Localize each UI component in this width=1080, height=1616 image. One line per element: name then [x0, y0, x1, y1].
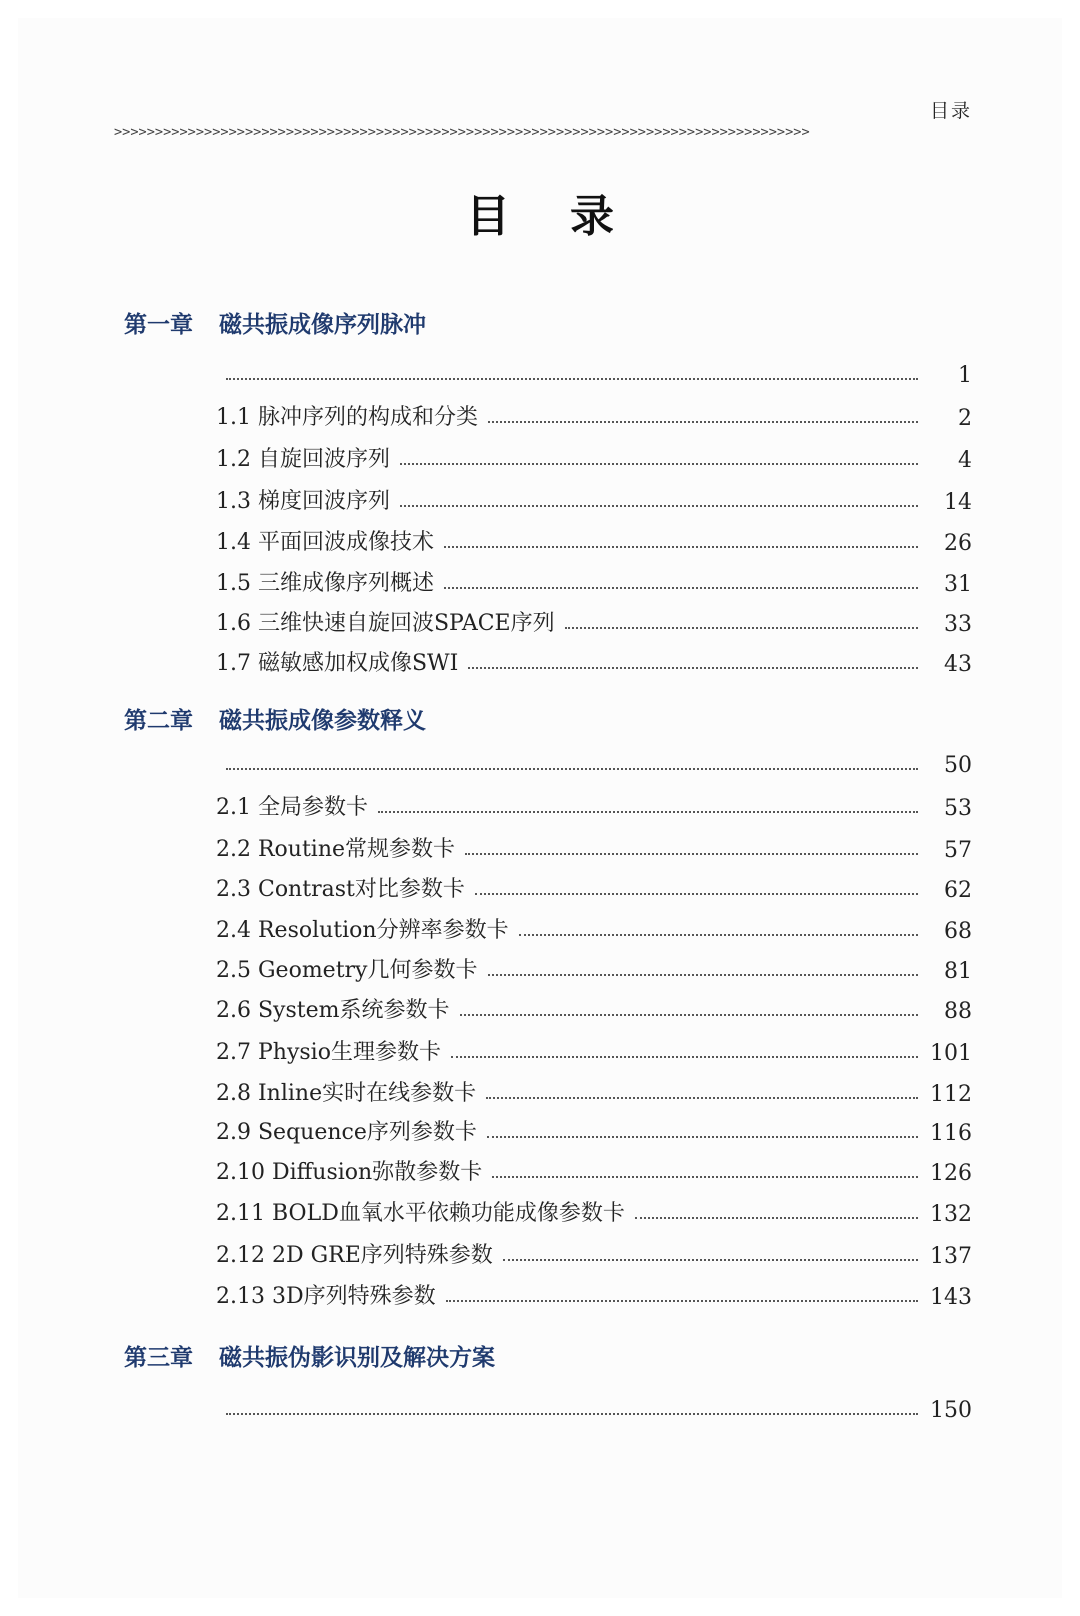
toc-entry[interactable] — [216, 565, 972, 597]
leader-dots — [378, 810, 918, 813]
chapter-heading — [124, 306, 426, 339]
toc-entry[interactable] — [216, 789, 972, 821]
page-number: 132 — [930, 1202, 972, 1227]
toc-entry[interactable] — [216, 524, 972, 556]
page-number: 126 — [930, 1161, 972, 1186]
toc-entry[interactable] — [216, 1237, 972, 1269]
leader-dots — [446, 1299, 918, 1302]
toc-entry[interactable] — [216, 952, 972, 984]
page-number: 31 — [944, 572, 972, 597]
leader-dots — [451, 1055, 918, 1058]
page-number: 53 — [944, 796, 972, 821]
chapter-number: 第二章 — [124, 708, 193, 734]
leader-dots — [635, 1216, 918, 1219]
page-number: 43 — [944, 652, 972, 677]
toc-entry[interactable] — [216, 1278, 972, 1310]
toc-entry[interactable] — [216, 1195, 972, 1227]
entry-label: 1.4 平面回波成像技术 — [216, 530, 434, 555]
page-number: 150 — [930, 1398, 972, 1423]
entry-label: 2.5 Geometry几何参数卡 — [216, 958, 478, 983]
page-number: 137 — [930, 1244, 972, 1269]
page-number: 50 — [944, 753, 972, 778]
page-number: 101 — [930, 1041, 972, 1066]
leader-dots — [487, 1135, 918, 1138]
toc-entry[interactable] — [216, 1154, 972, 1186]
entry-label: 1.1 脉冲序列的构成和分类 — [216, 405, 478, 430]
entry-label: 2.10 Diffusion弥散参数卡 — [216, 1160, 483, 1185]
chapter-title: 磁共振成像序列脉冲 — [219, 312, 426, 338]
toc-entry[interactable] — [216, 1391, 972, 1423]
chapter-number: 第三章 — [124, 1345, 193, 1371]
toc-entry[interactable] — [216, 831, 972, 863]
entry-label: 1.3 梯度回波序列 — [216, 489, 390, 514]
leader-dots — [475, 892, 918, 895]
leader-dots — [565, 626, 918, 629]
leader-dots — [444, 586, 918, 589]
page-number: 88 — [944, 999, 972, 1024]
toc-entry[interactable] — [216, 871, 972, 903]
toc-entry[interactable] — [216, 1075, 972, 1107]
toc-entry[interactable] — [216, 992, 972, 1024]
leader-dots — [400, 504, 918, 507]
leader-dots — [486, 1096, 918, 1099]
entry-label: 2.4 Resolution分辨率参数卡 — [216, 918, 509, 943]
entry-label: 2.1 全局参数卡 — [216, 795, 368, 820]
page-number: 57 — [944, 838, 972, 863]
leader-dots — [492, 1175, 918, 1178]
toc-entry[interactable] — [216, 605, 972, 637]
entry-label: 1.2 自旋回波序列 — [216, 447, 390, 472]
page-number: 143 — [930, 1285, 972, 1310]
leader-dots — [465, 852, 918, 855]
page-number: 2 — [958, 406, 972, 431]
page-number: 1 — [958, 363, 972, 388]
chapter-title: 磁共振伪影识别及解决方案 — [219, 1345, 495, 1371]
toc-entry[interactable] — [216, 912, 972, 944]
toc-entry[interactable] — [216, 399, 972, 431]
page-number: 14 — [944, 490, 972, 515]
chapter-title: 磁共振成像参数释义 — [219, 708, 426, 734]
toc-entry[interactable] — [216, 746, 972, 778]
entry-label: 1.5 三维成像序列概述 — [216, 571, 434, 596]
leader-dots — [519, 933, 918, 936]
page-number: 4 — [958, 448, 972, 473]
leader-dots — [400, 462, 918, 465]
leader-dots — [503, 1258, 918, 1261]
leader-dots — [444, 545, 918, 548]
toc-entry[interactable] — [216, 1114, 972, 1146]
entry-label: 2.12 2D GRE序列特殊参数 — [216, 1243, 493, 1268]
page-title: 目录 — [466, 191, 674, 242]
entry-label: 2.2 Routine常规参数卡 — [216, 837, 456, 862]
leader-dots — [460, 1013, 919, 1016]
entry-label: 1.6 三维快速自旋回波SPACE序列 — [216, 611, 555, 636]
page-number: 62 — [944, 878, 972, 903]
entry-label: 2.6 System系统参数卡 — [216, 998, 450, 1023]
running-head: 目录 — [929, 100, 972, 122]
leader-dots — [226, 1412, 918, 1415]
entry-label: 2.7 Physio生理参数卡 — [216, 1040, 441, 1065]
toc-entry[interactable] — [216, 441, 972, 473]
page-number: 26 — [944, 531, 972, 556]
arrow-rule: >>>>>>>>>>>>>>>>>>>>>>>>>>>>>>>>>>>>>>>>>>>>>>>>>>>>>>>>>>>>>>>>>>>>>>>>>>>>>>>>>>>>> — [114, 124, 810, 140]
chapter-number: 第一章 — [124, 312, 193, 338]
leader-dots — [226, 767, 918, 770]
page-number: 116 — [930, 1121, 972, 1146]
leader-dots — [488, 420, 918, 423]
page-number: 33 — [944, 612, 972, 637]
page-number: 81 — [944, 959, 972, 984]
toc-entry[interactable] — [216, 1034, 972, 1066]
toc-entry[interactable] — [216, 483, 972, 515]
entry-label: 2.3 Contrast对比参数卡 — [216, 877, 465, 902]
leader-dots — [468, 666, 918, 669]
entry-label: 1.7 磁敏感加权成像SWI — [216, 651, 459, 676]
leader-dots — [226, 377, 918, 380]
toc-entry[interactable] — [216, 645, 972, 677]
leader-dots — [488, 973, 919, 976]
entry-label: 2.11 BOLD血氧水平依赖功能成像参数卡 — [216, 1201, 625, 1226]
chapter-heading — [124, 1339, 495, 1372]
chapter-heading — [124, 702, 426, 735]
page-number: 112 — [930, 1082, 972, 1107]
toc-entry[interactable] — [216, 356, 972, 388]
entry-label: 2.9 Sequence序列参数卡 — [216, 1120, 477, 1145]
entry-label: 2.8 Inline实时在线参数卡 — [216, 1081, 477, 1106]
page-number: 68 — [944, 919, 972, 944]
entry-label: 2.13 3D序列特殊参数 — [216, 1284, 436, 1309]
